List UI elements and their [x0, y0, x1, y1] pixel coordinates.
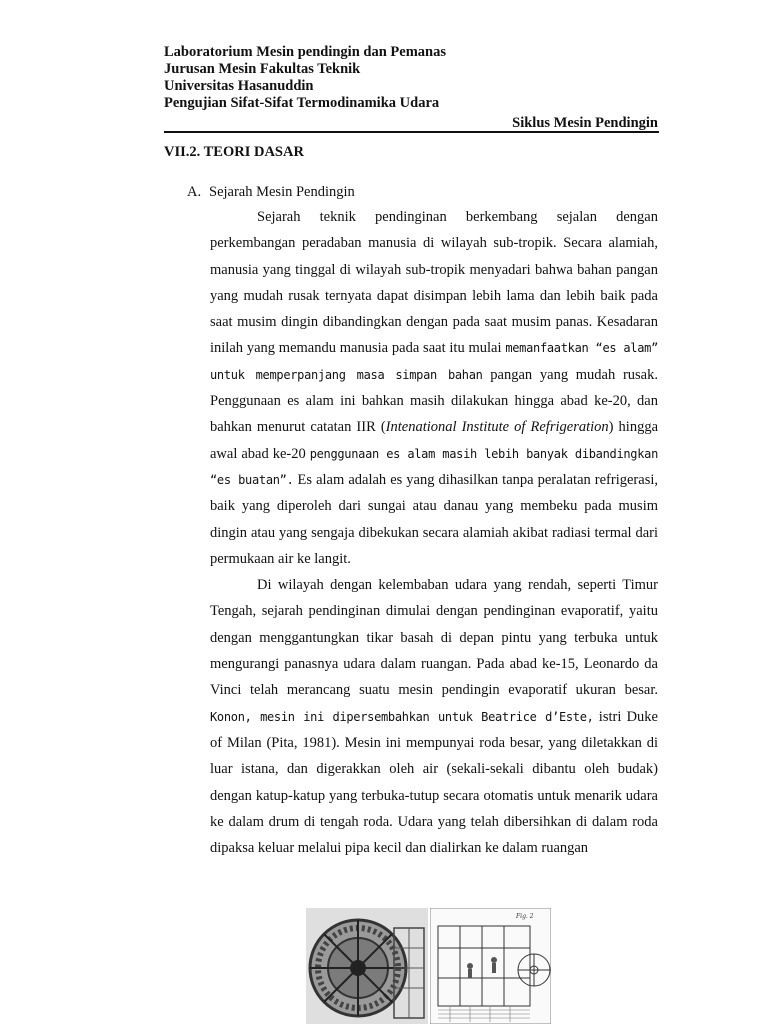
section-title: VII.2. TEORI DASAR [164, 144, 304, 160]
paragraph-1-text-b: pangan yang mudah rusak. Penggunaan es alam ini bahkan masih dilakukan hingga abad ke-20, dan bahkan menurut catatan IIR ( [210, 366, 658, 436]
header-university: Universitas Hasanuddin [164, 78, 314, 94]
paragraph-2 [210, 572, 658, 861]
paragraph-1-text-a: Sejarah teknik pendinginan berkembang sejalan dengan perkembangan peradaban manusia di wilayah sub-tropik. Secara alamiah, manusia yang tinggal di wilayah sub-tropik menyadari bahwa bahan pangan yang mudah rusak ternyata dapat disimpan lebih lama dan lebih baik pada saat musim dingin dibandingkan dengan pada saat musim panas. Kesadaran inilah yang memandu manusia pada saat itu mulai [210, 209, 658, 357]
paragraph-1-mono-b: penggunaan es alam masih lebih banyak dibandingkan “es buatan”. [210, 446, 659, 487]
paragraph-2-mono-a: Konon, mesin ini dipersembahkan untuk Beatrice d’Este, [210, 709, 594, 724]
header-chapter-title: Siklus Mesin Pendingin [512, 115, 658, 131]
subsection-title: Sejarah Mesin Pendingin [209, 184, 355, 200]
body-text [210, 204, 658, 861]
header-experiment-title: Pengujian Sifat-Sifat Termodinamika Udara [164, 95, 440, 111]
paragraph-1-text-c: ) hingga awal abad ke-20 [210, 419, 659, 462]
figure-2-caption: Fig. 2 [516, 913, 534, 920]
paragraph-1-text-d: Es alam adalah es yang dihasilkan tanpa peralatan refrigerasi, baik yang diperoleh dari sungai atau danau yang membeku pada musim dingin atau yang sengaja dibekukan secara alamiah akibat radiasi termal dari permukaan air ke langit. [210, 471, 658, 567]
paragraph-2-text-b: istri Duke of Milan (Pita, 1981). Mesin ini mempunyai roda besar, yang diletakkan di luar istana, dan digerakkan oleh air (sekali-sekali dibantu oleh budak) dengan katup-katup yang terbuka-tutup secara otomatis untuk menarik udara ke dalam drum di tengah roda. Udara yang telah dibersihkan di dalam roda dipaksa keluar melalui pipa kecil dan dialirkan ke dalam ruangan [210, 708, 658, 857]
header-department: Jurusan Mesin Fakultas Teknik [164, 61, 361, 77]
subsection-heading [187, 183, 355, 201]
paragraph-1-mono-a: memanfaatkan “es alam” untuk memperpanjang masa simpan bahan [210, 341, 659, 382]
water-wheel-figure [306, 908, 428, 1024]
header-divider [164, 131, 659, 133]
subsection-label: A. [187, 184, 202, 200]
cooling-machine-engraving-figure [430, 908, 551, 1024]
document-header [164, 44, 658, 112]
paragraph-1-italic: Intenational Institute of Refrigeration [385, 419, 609, 436]
header-lab-name: Laboratorium Mesin pendingin dan Pemanas [164, 44, 446, 60]
paragraph-2-text-a: Di wilayah dengan kelembaban udara yang rendah, seperti Timur Tengah, sejarah pendinginan dimulai dengan pendinginan evaporatif, yaitu dengan menggantungkan tikar basah di depan pintu yang terbuka untuk mengurangi panasnya udara dalam ruangan. Pada abad ke-15, Leonardo da Vinci telah merancang suatu mesin pendingin evaporatif ukuran besar. [210, 577, 658, 699]
figures-row [306, 908, 551, 1024]
paragraph-1 [210, 204, 658, 572]
